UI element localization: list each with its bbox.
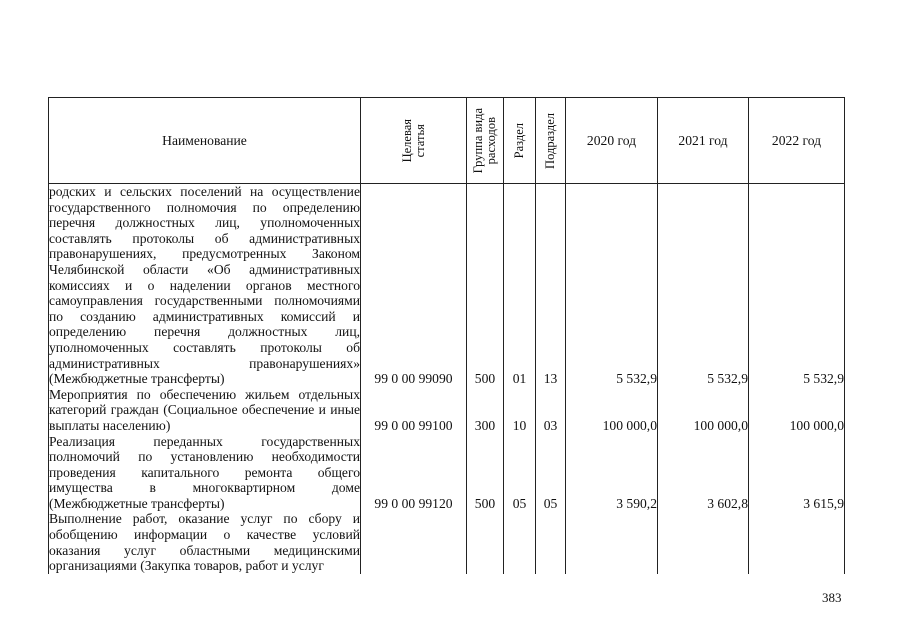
row-name: Выполнение работ, оказание услуг по сбору и обобщению информации о качестве условий оказания услуг областными медицинскими организациями (Закупка товаров, работ и услуг	[49, 511, 360, 574]
row-subsection: 05	[536, 434, 566, 512]
row-group	[467, 511, 504, 573]
budget-table	[48, 97, 845, 574]
row-2022: 3 615,9	[749, 434, 845, 512]
row-name: Реализация переданных государственных полномочий по установлению необходимости проведения капитального ремонта общего имущества в многоквартирном доме (Межбюджетные трансферты)	[49, 433, 360, 511]
row-2020: 5 532,9	[566, 184, 658, 387]
row-article: 99 0 00 99120	[361, 434, 467, 512]
row-2021: 3 602,8	[658, 434, 749, 512]
table-row	[49, 434, 845, 512]
page-number: 383	[822, 590, 842, 605]
row-article: 99 0 00 99090	[361, 184, 467, 387]
header-2021: 2021 год	[658, 98, 749, 184]
header-2020: 2020 год	[566, 98, 658, 184]
row-2022	[749, 511, 845, 573]
row-section: 01	[504, 184, 536, 387]
table-row	[49, 387, 845, 434]
row-2022: 100 000,0	[749, 387, 845, 434]
table-row	[49, 184, 845, 387]
row-subsection: 03	[536, 387, 566, 434]
row-name: родских и сельских поселений на осуществление государственного полномочия по определению перечня должностных лиц, уполномоченных составлять протоколы об административных правонарушениях, предусмотренных Законом Челябинской области «Об административных комиссиях и о наделении органов местного самоуправления государственными полномочиями по созданию административных комиссий и определению перечня должностных лиц, уполномоченных составлять протоколы об административных правонарушениях» (Межбюджетные трансферты)	[49, 184, 360, 387]
row-2020	[566, 511, 658, 573]
table-row	[49, 511, 845, 573]
row-subsection: 13	[536, 184, 566, 387]
row-article	[361, 511, 467, 573]
row-name: Мероприятия по обеспечению жильем отдельных категорий граждан (Социальное обеспечение и иные выплаты населению)	[49, 386, 360, 433]
row-2021: 5 532,9	[658, 184, 749, 387]
row-2020: 100 000,0	[566, 387, 658, 434]
row-2022: 5 532,9	[749, 184, 845, 387]
header-subsection: Подраздел	[536, 98, 566, 184]
row-group: 500	[467, 184, 504, 387]
header-2022: 2022 год	[749, 98, 845, 184]
row-2021	[658, 511, 749, 573]
header-target-article: Целевая статья	[361, 98, 467, 184]
table-header-row	[49, 98, 845, 184]
row-section	[504, 511, 536, 573]
row-article: 99 0 00 99100	[361, 387, 467, 434]
row-group: 500	[467, 434, 504, 512]
row-2021: 100 000,0	[658, 387, 749, 434]
row-subsection	[536, 511, 566, 573]
row-group: 300	[467, 387, 504, 434]
header-expense-group: Группа вида расходов	[467, 98, 504, 184]
header-section: Раздел	[504, 98, 536, 184]
row-section: 10	[504, 387, 536, 434]
header-name: Наименование	[49, 98, 361, 184]
row-section: 05	[504, 434, 536, 512]
row-2020: 3 590,2	[566, 434, 658, 512]
